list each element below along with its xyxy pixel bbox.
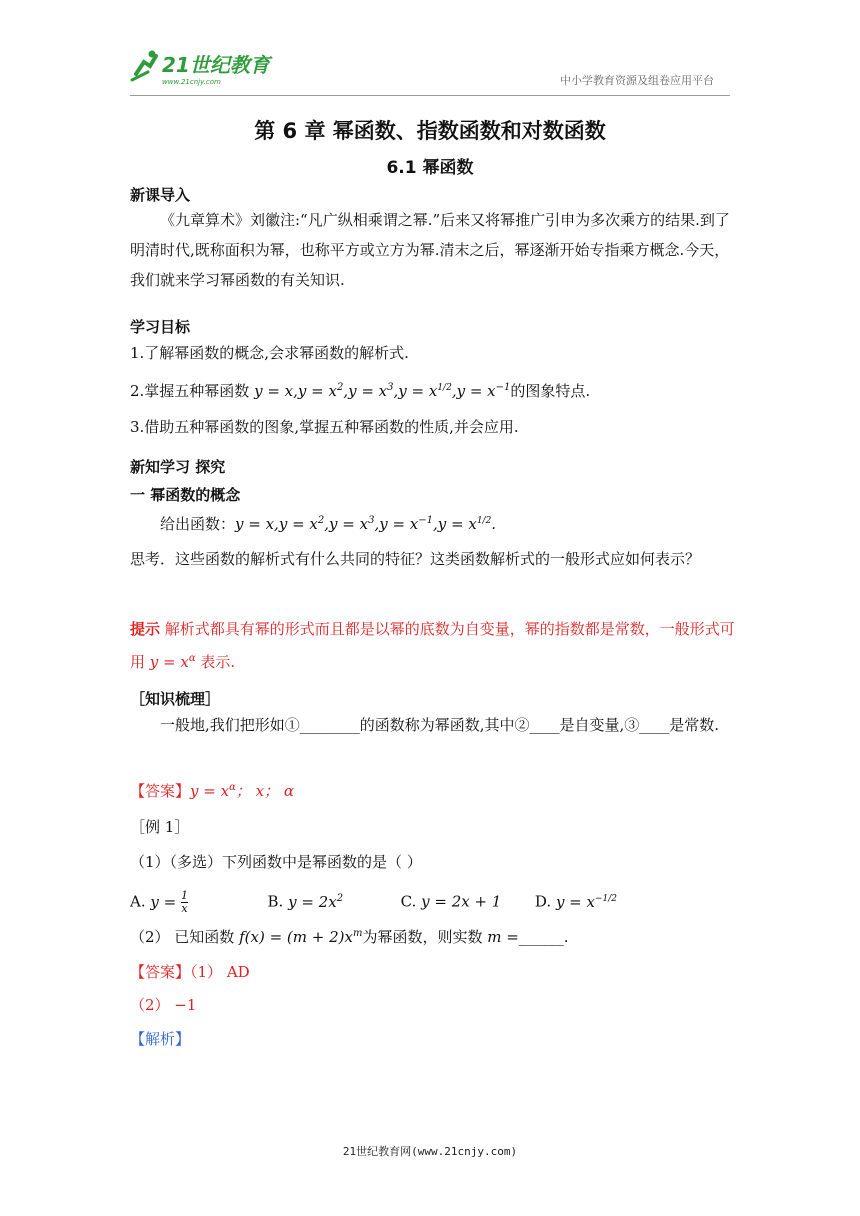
option-d: D. $y = x^{-1/2}$ xyxy=(534,892,618,911)
goals-heading: 学习目标 xyxy=(130,318,191,336)
answer-2-line2: （2） −1 xyxy=(130,996,197,1014)
goal-3: 3.借助五种幂函数的图象,掌握五种幂函数的性质,并会应用. xyxy=(130,418,519,436)
goal-2-prefix: 2.掌握五种幂函数 xyxy=(130,382,255,400)
intro-paragraph: 《九章算术》刘徽注:“凡广纵相乘谓之幂.”后来又将幂推广引申为多次乘方的结果.到了明清时代,既称面积为幂，也称平方或立方为幂.清末之后，幂逐渐开始专指乘方概念.今天，我们就来学习幂函数的有关知识. xyxy=(130,211,730,289)
question-1: （1）（多选）下列函数中是幂函数的是（ ） xyxy=(130,853,422,871)
example-label: ［例 1］ xyxy=(130,818,190,836)
goal-2 xyxy=(130,380,590,401)
question-2: （2） 已知函数 $f(x) = (m + 2)x^m$为幂函数，则实数 m =______. xyxy=(130,928,569,946)
knowledge-heading: ［知识梳理］ xyxy=(130,690,221,708)
answer-2-part1: （1） AD xyxy=(190,963,250,981)
hint-formula: $y = x^\alpha$ xyxy=(149,653,196,671)
given-functions xyxy=(160,513,496,534)
question-2-prefix: （2） 已知函数 xyxy=(130,928,240,946)
page-footer: 21世纪教育网(www.21cnjy.com) xyxy=(342,1145,518,1158)
hint-label: 提示 xyxy=(130,620,161,638)
explore-heading: 新知学习 探究 xyxy=(130,458,226,476)
answer-1-content: $y = x^\alpha$； x； α xyxy=(190,782,294,800)
answer-2-label: 【答案】 xyxy=(130,963,191,981)
concept-heading: 一 幂函数的概念 xyxy=(130,486,241,504)
analysis-label: 【解析】 xyxy=(130,1030,191,1048)
answer-2-line1 xyxy=(130,961,250,982)
question-2-mid: 为幂函数，则实数 xyxy=(362,928,488,946)
question-2-formula: $f(x) = (m + 2)x^m$ xyxy=(239,928,363,946)
site-logo xyxy=(130,48,280,88)
hint-text: 解析式都具有幂的形式而且都是以幂的底数为自变量，幂的指数都是常数，一般形式可用 xyxy=(130,620,735,671)
hint-paragraph xyxy=(130,614,740,677)
platform-tagline: 中小学教育资源及组卷应用平台 xyxy=(560,74,714,87)
given-prefix: 给出函数： xyxy=(160,515,236,533)
logo-text: 21世纪教育 xyxy=(162,53,270,77)
options-row xyxy=(130,890,617,915)
option-c: C. y = 2x + 1 xyxy=(400,892,502,911)
hint-suffix: 表示. xyxy=(195,653,236,671)
page-title: 第 6 章 幂函数、指数函数和对数函数 xyxy=(254,119,606,143)
goal-2-suffix: 的图象特点. xyxy=(510,382,591,400)
question-2-suffix: ______. xyxy=(518,928,569,946)
given-formula: $y = x,y = x^2,y = x^3,y = x^{-1},y = x^{1/2}$. xyxy=(235,515,497,533)
goal-2-formula: $y = x,y = x^2,y = x^3,y = x^{1/2},y = x^{-1}$ xyxy=(254,382,511,400)
logo-url: www.21cnjy.com xyxy=(162,78,221,86)
page-subtitle: 6.1 幂函数 xyxy=(386,158,474,178)
knowledge-paragraph: 一般地,我们把形如①________的函数称为幂函数,其中②____是自变量,③____是常数. xyxy=(160,716,720,734)
option-a: A. y = 1 x xyxy=(130,889,188,915)
think-paragraph: 思考．这些函数的解析式有什么共同的特征？这类函数解析式的一般形式应如何表示？ xyxy=(130,550,701,568)
header-divider xyxy=(130,95,730,96)
answer-1-label: 【答案】 xyxy=(130,782,191,800)
goal-1: 1.了解幂函数的概念,会求幂函数的解析式. xyxy=(130,344,409,362)
answer-1 xyxy=(130,780,294,801)
intro-heading: 新课导入 xyxy=(130,186,191,204)
option-b: B. $y = 2x^2$ xyxy=(267,892,344,911)
